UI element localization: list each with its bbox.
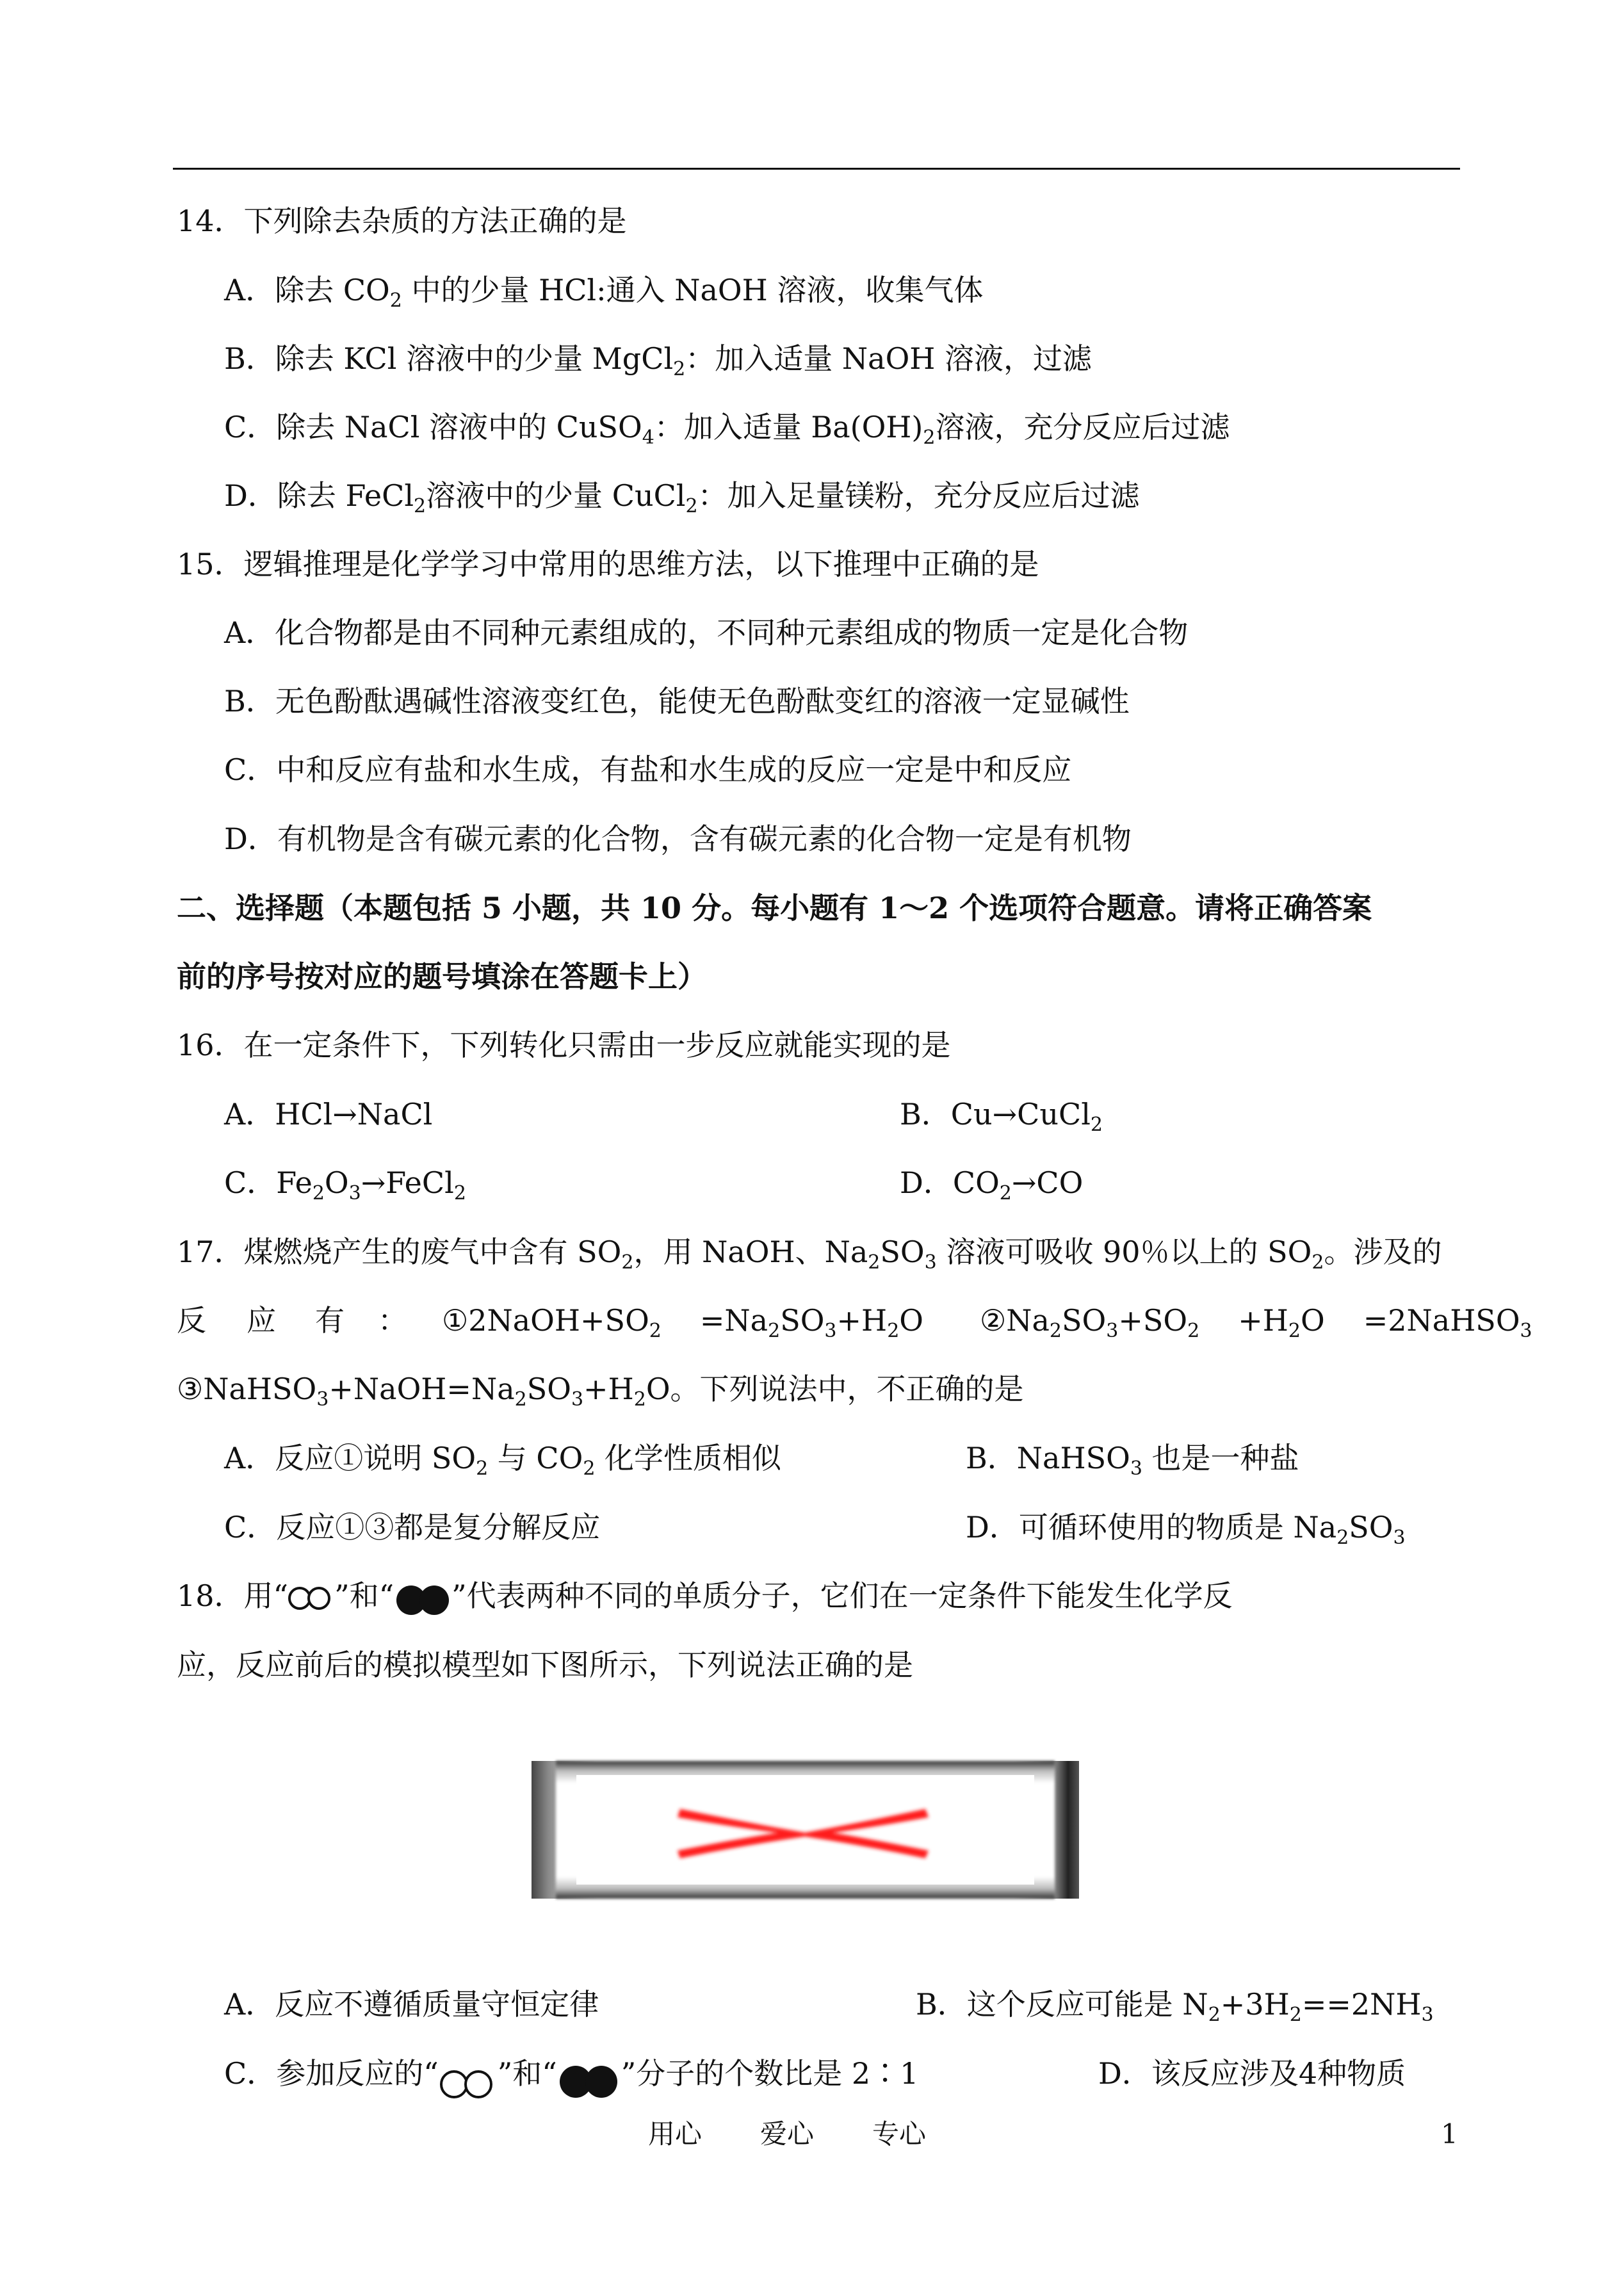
q17-reaction-2: $②Na_2SO_3+SO_2 +H_2O$ =2NaHSO$_3$ [980,1303,1532,1342]
q15-option-d: D．有机物是含有碳元素的化合物，含有碳元素的化合物一定是有机物 [224,822,1132,856]
q16-option-b: B．Cu→CuCl$_2$ [900,1097,1103,1136]
q17-stem-line1: 17．煤燃烧产生的废气中含有 $SO_2$，用 NaOH、$Na_2SO_3$ 溶液可吸收 90％以上的 $SO_2$。涉及的 [177,1235,1442,1274]
broken-image-icon [532,1761,1079,1899]
q17-stem-line2-colon: ： [378,1303,407,1338]
q18-stem-line2: 应，反应前后的模拟模型如下图所示，下列说法正确的是 [177,1648,913,1682]
q16-option-d: D．$CO_2\to CO$ [900,1165,1084,1204]
q17-option-b: B．NaHSO$_3$ 也是一种盐 [966,1441,1299,1480]
black-molecule-icon [557,2058,621,2094]
page-number: 1 [1441,2118,1458,2150]
section2-heading-line2: 前的序号按对应的题号填涂在答题卡上） [177,959,707,994]
q17-stem-line2-word3: 有 [315,1303,345,1338]
section2-heading-line1: 二、选择题（本题包括 5 小题，共 10 分。每小题有 1～2 个选项符合题意。请将正确答案 [177,891,1372,925]
q16-stem: 16．在一定条件下，下列转化只需由一步反应就能实现的是 [177,1028,951,1062]
q15-option-a: A．化合物都是由不同种元素组成的，不同种元素组成的物质一定是化合物 [224,615,1189,650]
q16-option-a: A．HCl→NaCl [224,1097,433,1131]
q17-reaction-1: $①2NaOH+SO_2 =Na_2SO_3+H_2O$ [442,1303,923,1342]
q18-option-b: B．这个反应可能是 $N_2+3H_2==2NH_3$ [916,1987,1434,2026]
white-molecule-icon [288,1585,334,1611]
q14-option-d: D．除去 FeCl$_2$溶液中的少量 CuCl$_2$：加入足量镁粉，充分反应后过滤 [224,478,1140,517]
q17-option-d: D．可循环使用的物质是 $Na_2SO_3$ [966,1510,1406,1549]
broken-image-placeholder [532,1761,1079,1899]
q14-stem: 14．下列除去杂质的方法正确的是 [177,204,627,238]
q15-stem: 15．逻辑推理是化学学习中常用的思维方法，以下推理中正确的是 [177,547,1039,581]
q18-option-a: A．反应不遵循质量守恒定律 [224,1987,599,2022]
footer-motto-3: 专心 [872,2118,927,2150]
q17-option-a: A．反应①说明 $SO_2$ 与 $CO_2$ 化学性质相似 [224,1441,782,1480]
white-molecule-icon [439,2060,498,2092]
q15-option-c: C．中和反应有盐和水生成，有盐和水生成的反应一定是中和反应 [224,752,1072,787]
q14-option-c: C．除去 NaCl 溶液中的 CuSO$_4$：加入适量 $Ba(OH)_2$溶液，充分反应后过滤 [224,410,1230,449]
q17-option-c: C．反应①③都是复分解反应 [224,1510,601,1545]
q17-stem-line2-word2: 应 [247,1303,276,1338]
q15-option-b: B．无色酚酞遇碱性溶液变红色，能使无色酚酞变红的溶液一定显碱性 [224,684,1130,718]
footer-motto-1: 用心 [648,2118,702,2150]
header-rule [173,168,1460,170]
q18-stem-line1: 18．用“ ”和“ ”代表两种不同的单质分子，它们在一定条件下能发生化学反 [177,1577,1233,1615]
q18-option-d: D．该反应涉及4种物质 [1098,2056,1406,2091]
q18-option-c: C．参加反应的“ ”和“ ”分子的个数比是 2∶1 [224,2054,918,2094]
q16-option-c: C．$Fe_2O_3\to FeCl_2$ [224,1165,466,1204]
q14-option-b: B．除去 KCl 溶液中的少量 MgCl$_2$：加入适量 NaOH 溶液，过滤 [224,341,1092,380]
black-molecule-icon [394,1582,451,1615]
q17-stem-line3: $③NaHSO_3+NaOH=Na_2SO_3+H_2O$。下列说法中，不正确的是 [177,1372,1024,1411]
q17-stem-line2-word1: 反 [177,1303,206,1338]
q14-option-a: A．除去 $CO_2$ 中的少量 HCl:通入 NaOH 溶液，收集气体 [224,273,984,312]
footer-motto-2: 爱心 [760,2118,815,2150]
